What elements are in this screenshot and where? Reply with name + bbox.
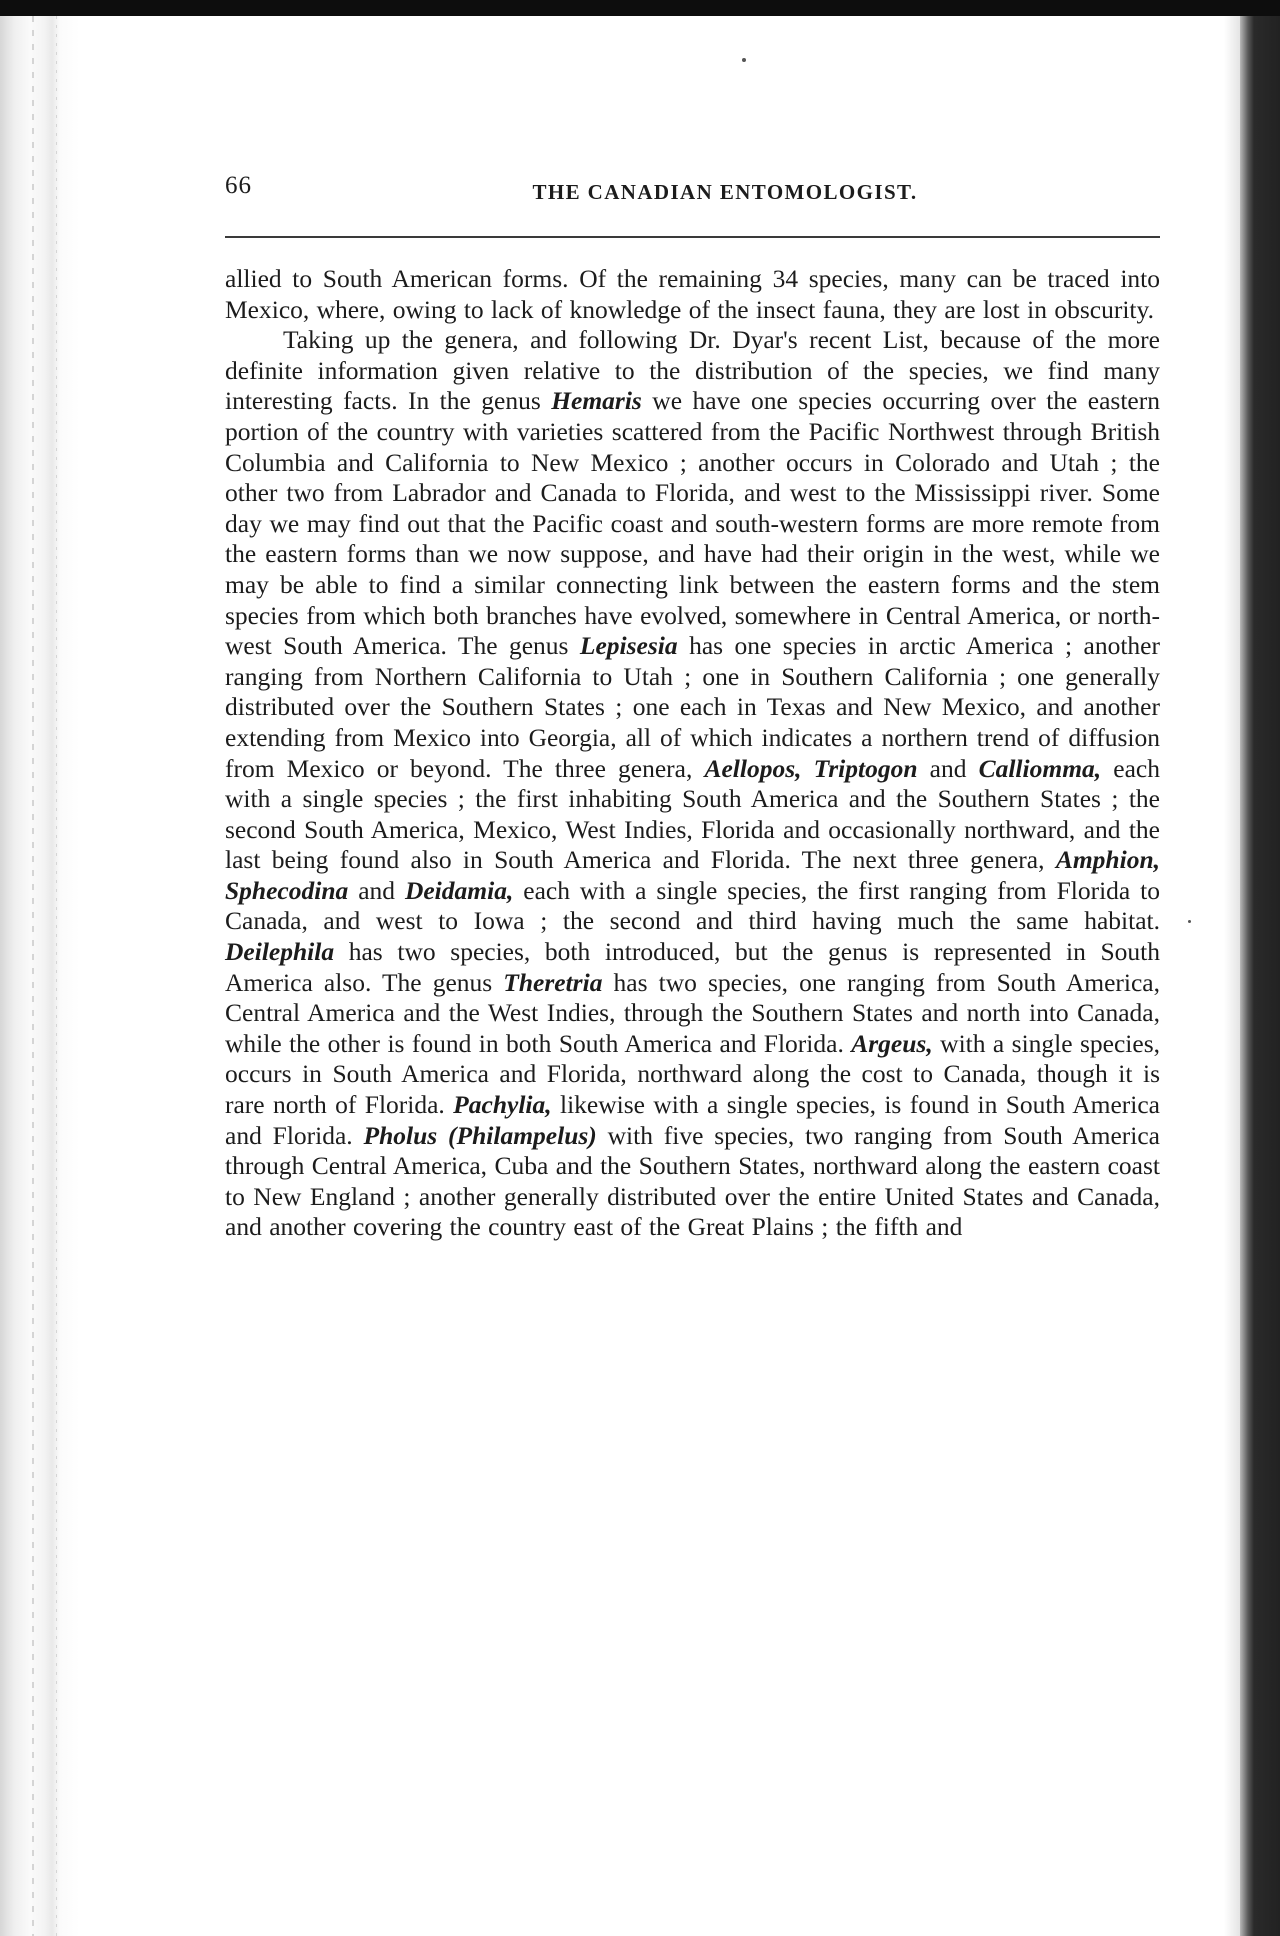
text-run: allied to South American forms. Of the remaining 34 species, many can be traced into Mexico, where, owing to lack of knowledge of the insect fauna, they are lost in obscurity.	[225, 264, 1160, 324]
text-run: has two species, one ranging from South America, Central America and the West Indies, through the Southern States and north into Canada, while the other is found in both South America and Florida.	[225, 967, 1160, 1058]
running-title: THE CANADIAN ENTOMOLOGIST.	[532, 180, 918, 204]
genus-name: Triptogon	[813, 753, 918, 783]
text-run: Taking up the genera, and following Dr. Dyar's recent List, because of the more definite information given relative to the distribution of the species, we find many interesting facts. In the genus	[225, 325, 1160, 416]
text-run: with five species, two ranging from South America through Central America, Cuba and the Southern States, northward along the eastern coast to New England ; another generally distributed over the entire United States and Canada, and another covering the country east of the Great Plains ; the fifth and	[225, 1120, 1161, 1242]
page-number: 66	[225, 172, 252, 199]
genus-name: Deidamia,	[404, 875, 514, 905]
genus-name: Aellopos,	[704, 753, 802, 783]
text-run: with a single species, occurs in South America and Florida, northward along the cost to Canada, though it is rare north of Florida.	[225, 1028, 1160, 1120]
paragraph-2	[225, 325, 1160, 1243]
genus-name: Theretria	[503, 967, 603, 997]
genus-name: Argeus,	[851, 1028, 933, 1058]
scan-top-border	[0, 0, 1280, 16]
scan-right-border	[1240, 16, 1280, 1936]
scan-speck	[742, 58, 746, 62]
text-run	[802, 754, 814, 783]
genus-name: Amphion,	[1055, 845, 1160, 875]
text-run: and	[348, 875, 405, 905]
genus-name: Sphecodina	[225, 875, 349, 905]
text-run: has one species in arctic America ; another ranging from Northern California to Utah ; one in Southern California ; one generally distributed over the Southern States ; one each in Texas and New Mexico, and another extending from Mexico into Georgia, all of which indicates a northern trend of diffusion from Mexico or beyond. The three genera,	[225, 631, 1160, 783]
paragraph-1	[225, 264, 1160, 325]
scan-speck	[1188, 920, 1191, 923]
article-body	[225, 264, 1160, 1243]
scan-right-gutter	[1224, 16, 1240, 1936]
genus-name: Pachylia,	[453, 1090, 552, 1120]
text-run: has two species, both introduced, but the genus is represented in South America also. The genus	[225, 937, 1160, 997]
book-page	[225, 170, 1165, 1242]
text-run: and	[917, 753, 979, 783]
genus-name: Pholus (Philampelus)	[363, 1120, 597, 1150]
genus-name: Hemaris	[551, 386, 642, 416]
text-run: likewise with a single species, is found in South America and Florida.	[225, 1090, 1160, 1150]
genus-name: Calliomma,	[978, 753, 1102, 783]
genus-name: Deilephila	[225, 937, 335, 967]
text-run: each with a single species ; the first inhabiting South America and the Southern States ; the second South America, Mexico, West Indies, Florida and occasionally northward, and the last being found also in South America and Florida. The next three genera,	[225, 753, 1160, 875]
scan-left-margin	[0, 16, 80, 1936]
text-run: each with a single species, the first ranging from Florida to Canada, and west to Iowa ; the second and third having much the same habitat.	[225, 875, 1160, 936]
genus-name: Lepisesia	[579, 631, 678, 661]
running-head	[225, 170, 1165, 210]
text-run: we have one species occurring over the eastern portion of the country with varieties scattered from the Pacific Northwest through British Columbia and California to New Mexico ; another occurs in Colorado and Utah ; the other two from Labrador and Canada to Florida, and west to the Mississippi river. Some day we may find out that the Pacific coast and south-western forms are more remote from the eastern forms than we now suppose, and have had their origin in the west, while we may be able to find a similar connecting link between the eastern forms and the stem species from which both branches have evolved, somewhere in Central America, or north-west South America. The genus	[225, 386, 1160, 661]
header-rule	[225, 236, 1160, 238]
